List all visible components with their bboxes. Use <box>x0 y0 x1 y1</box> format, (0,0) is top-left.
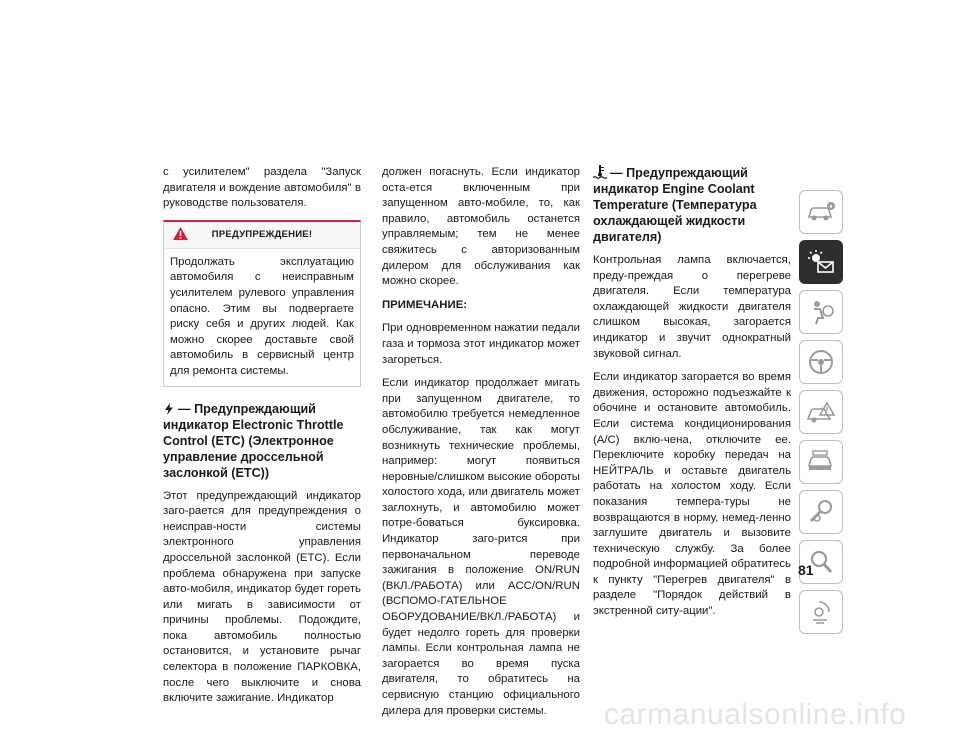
dashboard-lights-icon <box>806 249 836 275</box>
car-service-icon <box>806 449 836 475</box>
tab-safety[interactable] <box>799 290 843 334</box>
coolant-thermometer-icon <box>593 165 607 179</box>
tab-steering[interactable] <box>799 340 843 384</box>
flashing-paragraph: Если индикатор продолжает мигать при запущенном двигателе, то автомобилю требуется немедленное обслуживание, так как могут возникнуть технические проблемы, например: могут появиться неровные/слишком высокие обороты холостого хода, или двигатель может заглохнуть, и автомобилю может потре-боваться буксировка. Индикатор заго-рится при первоначальном переводе зажигания в положение ON/RUN (ВКЛ./РАБОТА) или ACC/ON/RUN (ВСПОМО-ГАТЕЛЬНОЕ ОБОРУДОВАНИЕ/ВКЛ./РАБОТА) и будет недолго гореть для проверки лампы. Если контрольная лампа не загорается во время пуска двигателя, то обратитесь на сервисную станцию официального дилера для проверки системы. <box>382 377 580 717</box>
etc-paragraph: Этот предупреждающий индикатор заго-рается для предупреждения о неисправ-ности системы электронного управления дроссельной заслонкой (ETC). Если проблема обнаружена при запуске авто-мобиля, индикатор будет гореть или мигать в зависимости от причины проблемы. Подождите, пока автомобиль полностью остановится, и установите рычаг селектора в положение ПАРКОВКА, после чего выключите и снова включите зажигание. Индикатор <box>163 489 361 705</box>
safety-airbag-icon <box>807 298 835 326</box>
column-right <box>593 165 791 628</box>
tab-service[interactable] <box>799 440 843 484</box>
warning-box <box>163 220 361 387</box>
warning-header <box>164 222 360 249</box>
throttle-lightning-icon <box>163 403 175 415</box>
tab-multimedia[interactable] <box>799 590 843 634</box>
warning-text: Продолжать эксплуатацию автомобиля с неисправным усилителем рулевого управления опасно. Этим вы подвергаете риску себя и других людей. Как можно скорее доставьте свой автомобиль в сервисный центр для ремонта системы. <box>170 255 354 377</box>
continued-paragraph: должен погаснуть. Если индикатор оста-ется включенным при запущенном авто-мобиле, то, как правило, автомобиль останется управляемым; тем не менее свяжитесь с авторизованным дилером для обслуживания как можно скорее. <box>382 166 580 288</box>
steering-wheel-icon <box>807 348 835 376</box>
coolant-paragraph-2: Если индикатор загорается во время движения, осторожно подъезжайте к обочине и остановите автомобиль. Если система кондиционирования (A/C) вклю-чена, отключите ее. Переключите коробку передач на НЕЙТРАЛЬ и оставьте двигатель работать на холостом ходу. Если показания темпера-туры не возвращаются в норму, немед-ленно заглушите двигатель и вызовите техническую службу. За более подробной информацией обратитесь к пункту "Перегрев двигателя" в разделе "Порядок действий в экстренной ситу-ации". <box>593 371 791 618</box>
multimedia-icon <box>807 598 835 626</box>
coolant-heading: — Предупреждающий индикатор Engine Coolant Temperature (Температура охлаждающей жидкости двигателя) <box>593 166 757 244</box>
tab-dashboard-lights[interactable] <box>799 240 843 284</box>
tab-car-info[interactable] <box>799 190 843 234</box>
warning-triangle-icon <box>172 226 189 241</box>
etc-heading: — Предупреждающий индикатор Electronic Throttle Control (ETC) (Электронное управление дроссельной заслонкой (ETC)) <box>163 401 344 480</box>
column-middle <box>382 165 580 727</box>
emergency-icon <box>806 399 836 425</box>
note-text: При одновременном нажатии педали газа и тормоза этот индикатор может загореться. <box>382 322 580 366</box>
car-info-icon <box>806 201 836 223</box>
page-number: 81 <box>798 562 814 578</box>
tab-emergency[interactable] <box>799 390 843 434</box>
tab-maintenance[interactable] <box>799 490 843 534</box>
note-title: ПРИМЕЧАНИЕ: <box>382 298 468 311</box>
column-left <box>163 165 361 715</box>
maintenance-wrench-icon <box>807 498 835 526</box>
coolant-paragraph-1: Контрольная лампа включается, преду-преждая о перегреве двигателя. Если температура охлаждающей жидкости двигателя слишком высокая, загорается индикатор и звучит однократный звуковой сигнал. <box>593 254 791 360</box>
warning-title: ПРЕДУПРЕЖДЕНИЕ! <box>211 228 313 240</box>
watermark[interactable]: carmanualsonline.info <box>604 698 907 731</box>
intro-paragraph: с усилителем" раздела "Запуск двигателя и вождение автомобиля" в руководстве пользователя. <box>163 166 361 210</box>
